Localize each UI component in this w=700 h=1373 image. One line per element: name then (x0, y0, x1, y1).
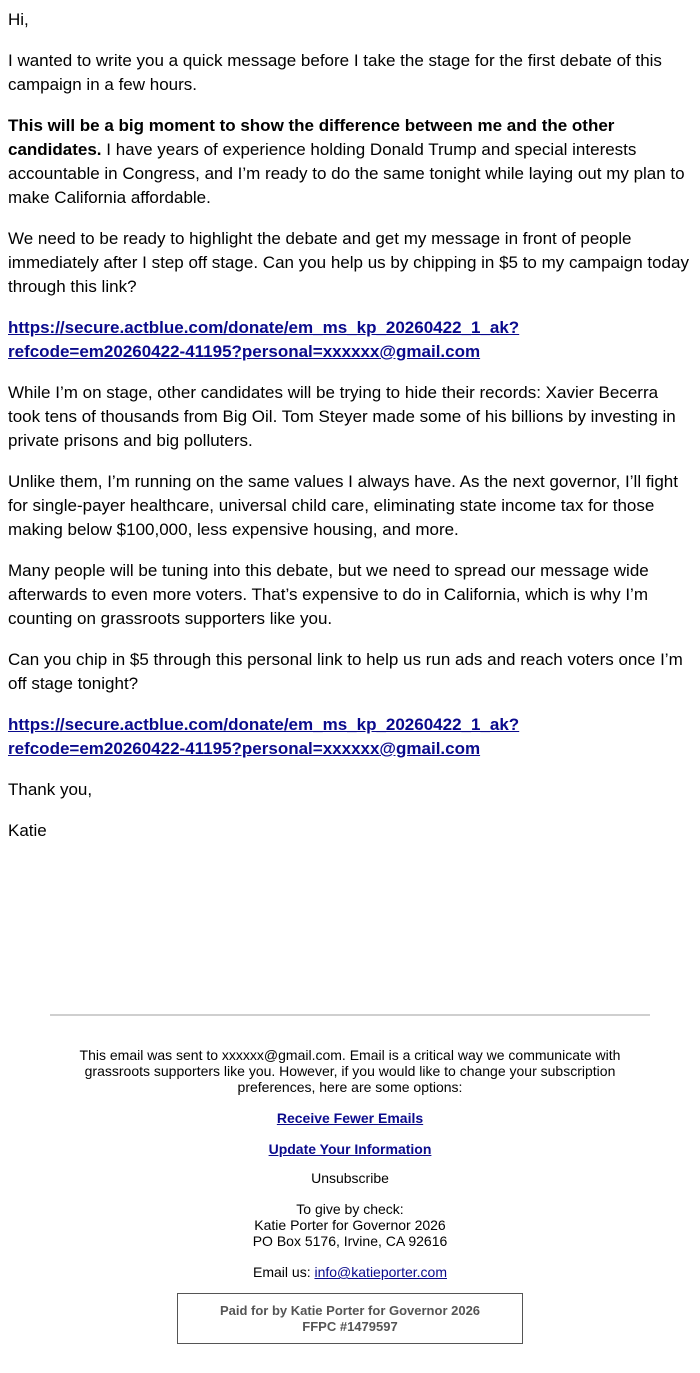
check-payee: Katie Porter for Governor 2026 (254, 1217, 446, 1233)
email-footer (0, 1014, 700, 1344)
donate-link-block-2 (8, 713, 692, 761)
paragraph-bold-lead: This will be a big moment to show the difference between me and the other candidates. (8, 116, 615, 159)
donate-link-2-line-2: refcode=em20260422-41195?personal=xxxxxx@gmail.com (8, 739, 481, 758)
paragraph-grassroots: Many people will be tuning into this debate, but we need to spread our message wide afterwards to even more voters. That’s expensive to do in California, which is why I’m counting on grassroots supporters like you. (8, 561, 649, 628)
check-label: To give by check: (296, 1201, 404, 1217)
footer-intro-text: This email was sent to xxxxxx@gmail.com. Email is a critical way we communicate with grassroots supporters like you. However, if you would like to change your subscription preferences, here are some options: (79, 1047, 621, 1095)
ffpc-number: FFPC #1479597 (302, 1318, 398, 1334)
signoff: Thank you, (8, 780, 93, 799)
check-address-block (0, 1201, 700, 1249)
donate-link-2-line-1: https://secure.actblue.com/donate/em_ms_kp_20260422_1_ak? (8, 715, 520, 734)
paid-for-disclaimer (177, 1293, 523, 1344)
unsubscribe-text[interactable]: Unsubscribe (311, 1170, 389, 1186)
receive-fewer-emails-link[interactable]: Receive Fewer Emails (276, 1110, 424, 1126)
paragraph-ask: We need to be ready to highlight the debate and get my message in front of people immediately after I step off stage. Can you help us by chipping in $5 to my campaign today through this link? (8, 229, 690, 296)
donate-link-2[interactable] (8, 715, 519, 758)
contact-email-link[interactable]: info@katieporter.com (314, 1264, 447, 1280)
email-us-label: Email us: (253, 1264, 315, 1280)
donate-link-1-line-2: refcode=em20260422-41195?personal=xxxxxx@gmail.com (8, 342, 481, 361)
donate-link-1-line-1: https://secure.actblue.com/donate/em_ms_kp_20260422_1_ak? (8, 318, 520, 337)
signature: Katie (8, 821, 47, 840)
footer-divider (50, 1014, 650, 1016)
paragraph-values: Unlike them, I’m running on the same values I always have. As the next governor, I’ll fight for single-payer healthcare, universal child care, eliminating state income tax for those making below $100,000, less expensive housing, and more. (8, 472, 678, 539)
update-information-link[interactable]: Update Your Information (268, 1141, 432, 1157)
email-us-line (0, 1264, 700, 1280)
greeting: Hi, (8, 10, 29, 29)
paragraph-debate-moment (8, 114, 692, 210)
donate-link-1[interactable] (8, 318, 519, 361)
check-address: PO Box 5176, Irvine, CA 92616 (252, 1233, 448, 1249)
paragraph-experience: I have years of experience holding Donald Trump and special interests accountable in Congress, and I’m ready to do the same tonight while laying out my plan to make California affordable. (8, 140, 685, 207)
donate-link-block-1 (8, 316, 692, 364)
paragraph-second-ask: Can you chip in $5 through this personal link to help us run ads and reach voters once I’m off stage tonight? (8, 650, 683, 693)
paragraph-opponents: While I’m on stage, other candidates will be trying to hide their records: Xavier Becerra took tens of thousands from Big Oil. Tom Steyer made some of his billions by investing in private prisons and big polluters. (8, 383, 676, 450)
paid-for-line: Paid for by Katie Porter for Governor 2026 (219, 1302, 481, 1318)
paragraph-intro: I wanted to write you a quick message before I take the stage for the first debate of this campaign in a few hours. (8, 51, 662, 94)
